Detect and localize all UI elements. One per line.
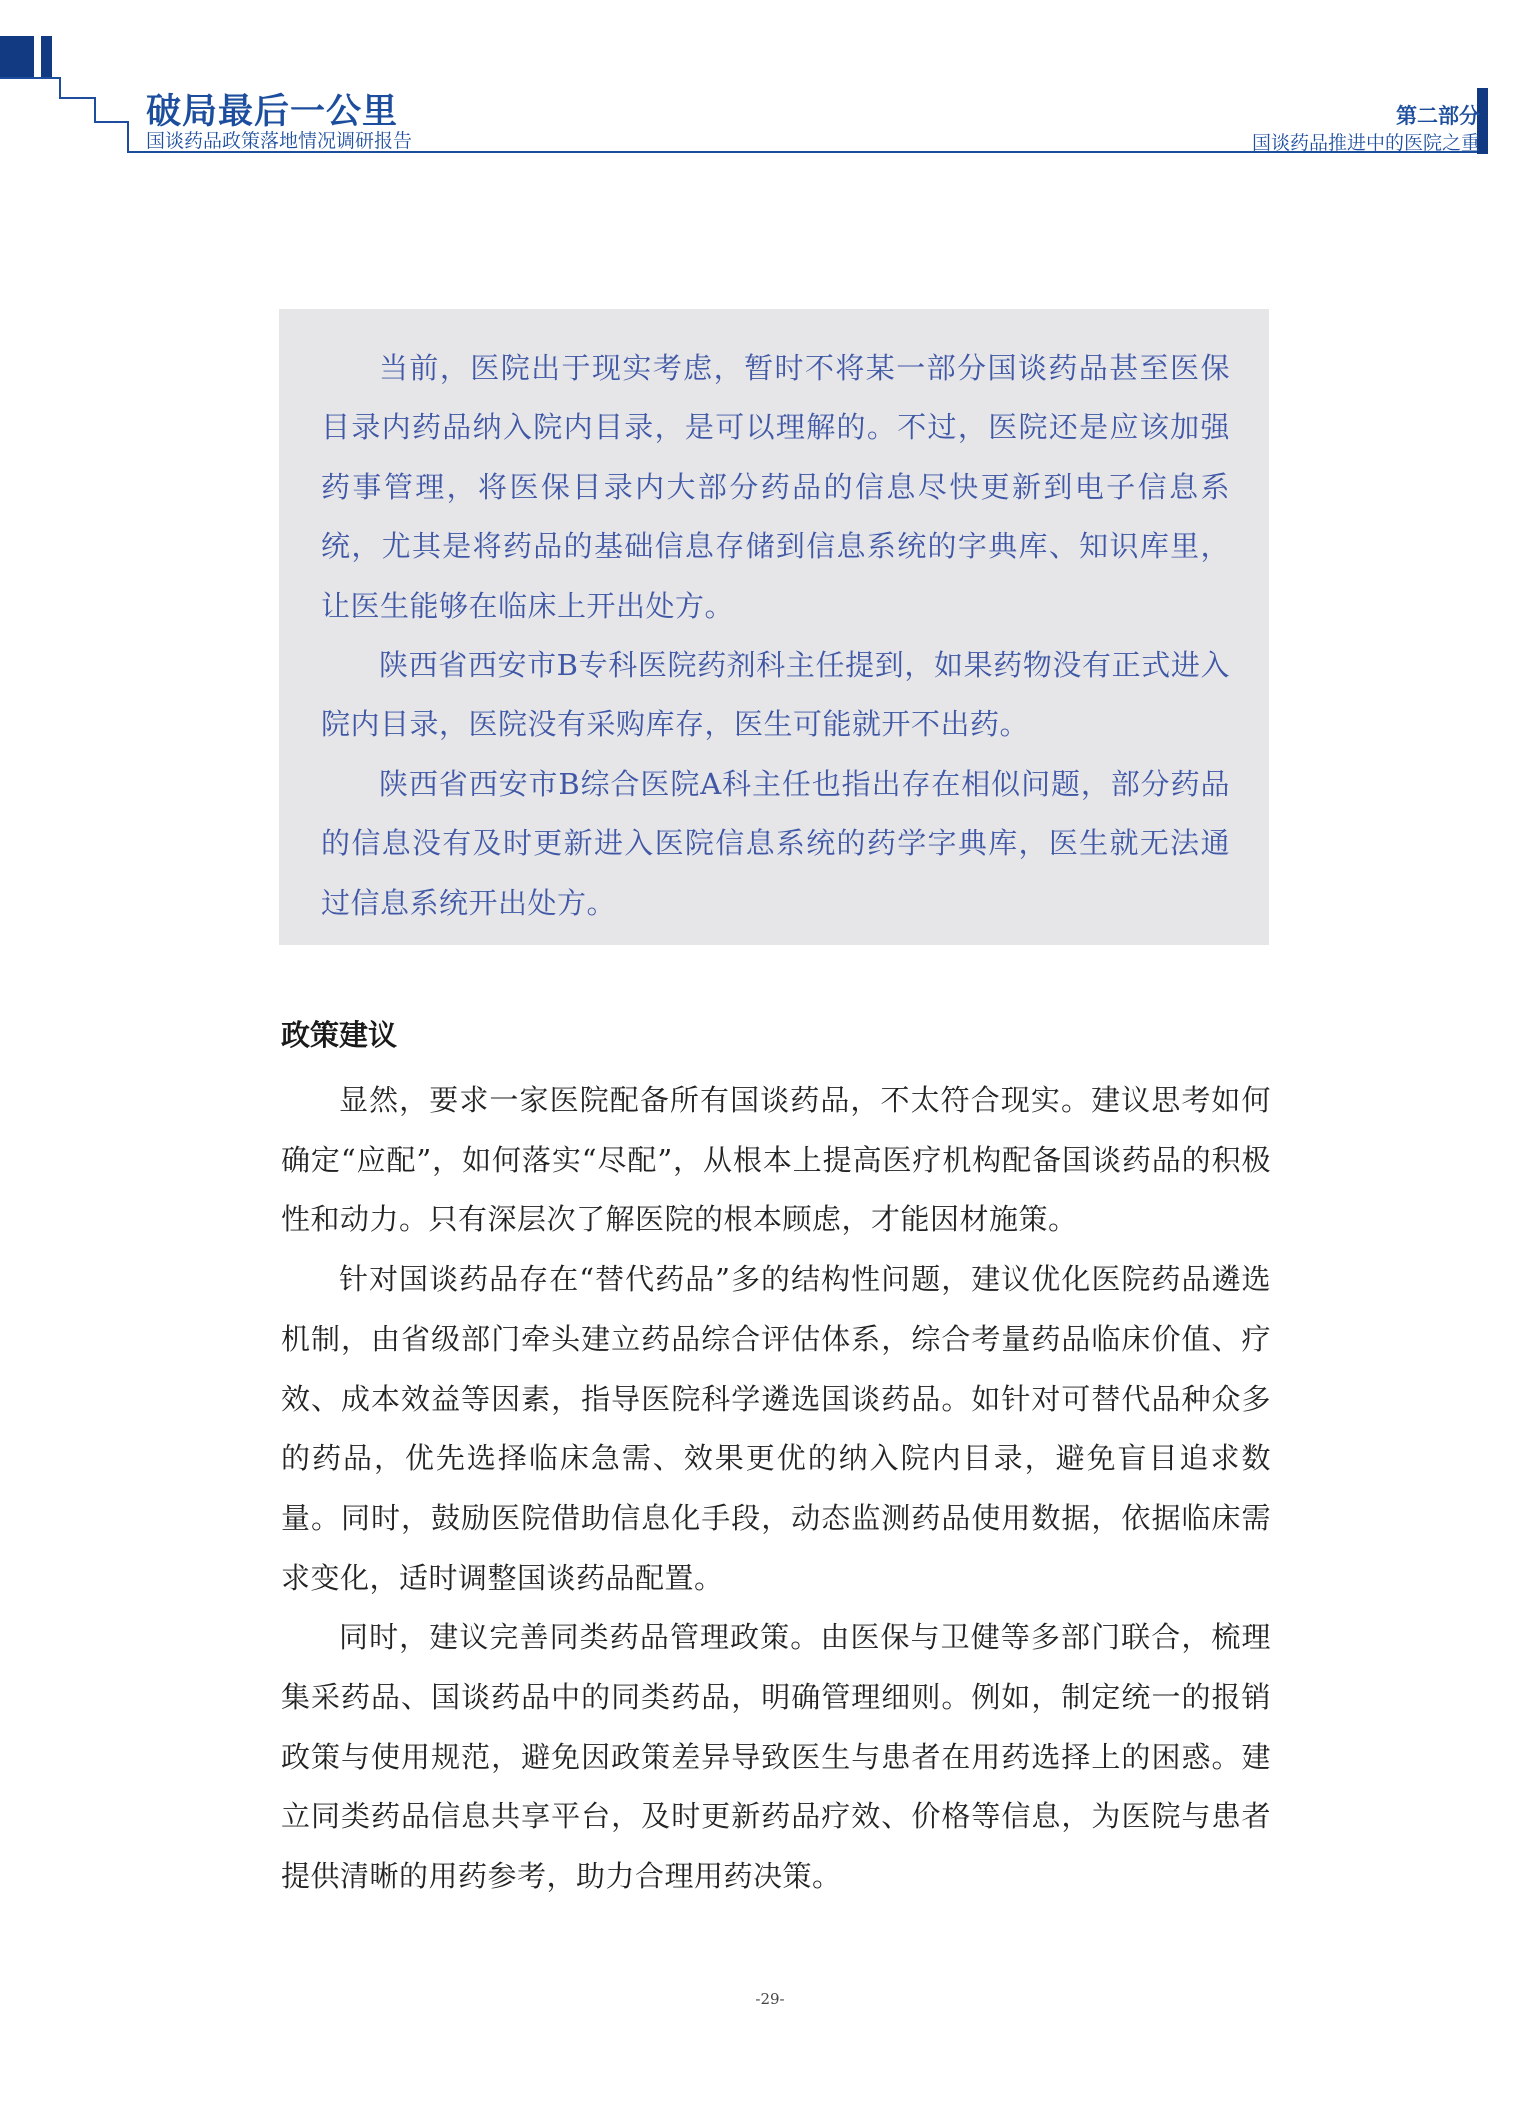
quote-box <box>279 309 1269 945</box>
body-paragraph: 显然，要求一家医院配备所有国谈药品，不太符合现实。建议思考如何确定“应配”，如何落实“尽配”，从根本上提高医疗机构配备国谈药品的积极性和动力。只有深层次了解医院的根本顾虑，才能因材施策。 <box>281 1083 1271 1237</box>
page-number: -29- <box>755 1990 785 2008</box>
document-subtitle: 国谈药品政策落地情况调研报告 <box>146 130 413 152</box>
quote-paragraph: 当前，医院出于现实考虑，暂时不将某一部分国谈药品甚至医保目录内药品纳入院内目录，是可以理解的。不过，医院还是应该加强药事管理，将医保目录内大部分药品的信息尽快更新到电子信息系统，尤其是将药品的基础信息存储到信息系统的字典库、知识库里，让医生能够在临床上开出处方。 <box>321 351 1230 623</box>
body-paragraph: 针对国谈药品存在“替代药品”多的结构性问题，建议优化医院药品遴选机制，由省级部门牵头建立药品综合评估体系，综合考量药品临床价值、疗效、成本效益等因素，指导医院科学遴选国谈药品。如针对可替代品种众多的药品，优先选择临床急需、效果更优的纳入院内目录，避免盲目追求数量。同时，鼓励医院借助信息化手段，动态监测药品使用数据，依据临床需求变化，适时调整国谈药品配置。 <box>281 1262 1271 1595</box>
section-heading: 政策建议 <box>281 1018 398 1052</box>
document-title: 破局最后一公里 <box>146 92 399 132</box>
quote-paragraph: 陕西省西安市B综合医院A科主任也指出存在相似问题，部分药品的信息没有及时更新进入医院信息系统的药学字典库，医生就无法通过信息系统开出处方。 <box>321 766 1230 920</box>
quote-paragraph: 陕西省西安市B专科医院药剂科主任提到，如果药物没有正式进入院内目录，医院没有采购库存，医生可能就开不出药。 <box>321 648 1230 742</box>
part-title: 第二部分 <box>1396 104 1480 128</box>
policy-section <box>281 1010 1271 1907</box>
corner-block <box>0 36 34 78</box>
part-subtitle: 国谈药品推进中的医院之重 <box>1251 132 1480 154</box>
page-header <box>0 0 1540 160</box>
body-paragraph: 同时，建议完善同类药品管理政策。由医保与卫健等多部门联合，梳理集采药品、国谈药品中的同类药品，明确管理细则。例如，制定统一的报销政策与使用规范，避免因政策差异导致医生与患者在用药选择上的困惑。建立同类药品信息共享平台，及时更新药品疗效、价格等信息，为医院与患者提供清晰的用药参考，助力合理用药决策。 <box>281 1620 1271 1894</box>
corner-bar <box>41 36 52 78</box>
